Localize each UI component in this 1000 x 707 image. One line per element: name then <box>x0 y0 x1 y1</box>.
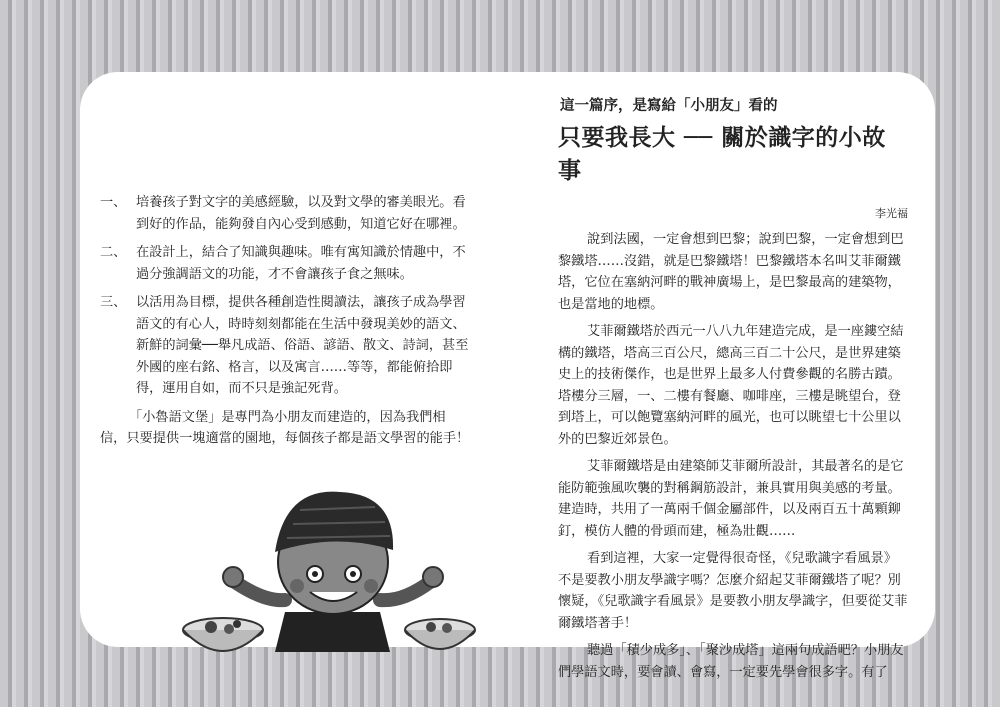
list-number: 三、 <box>100 295 127 310</box>
list-text: 以活用為目標，提供各種創造性閱讀法，讓孩子成為學習語文的有心人，時時刻刻都能在生活中發現美妙的語文、新鮮的詞彙──舉凡成語、俗語、諺語、散文、詩詞，甚至外國的座右銘、格言，以及寓言……等等，都能俯拾即得，運用自如，而不只是強記死背。 <box>136 295 469 396</box>
body-paragraph: 艾菲爾鐵塔於西元一八八九年建造完成，是一座鏤空結構的鐵塔，塔高三百公尺，總高三百二十公尺，是世界建築史上的技術傑作，也是世界上最多人付費參觀的名勝古蹟。塔樓分三層，一、二樓有餐廳、咖啡座，三樓是眺望台，登到塔上，可以飽覽塞納河畔的風光，也可以眺望七十公里以外的巴黎近郊景色。 <box>558 324 904 447</box>
preface-left-column <box>100 192 470 456</box>
list-item <box>100 292 470 400</box>
body-paragraph: 聽過「積少成多」、「聚沙成塔」這兩句成語吧？小朋友們學語文時，要會讀、會寫，一定要先學會很多字。有了 <box>558 643 904 680</box>
book-page <box>80 72 935 680</box>
body-paragraph: 艾菲爾鐵塔是由建築師艾菲爾所設計，其最著名的是它能防範強風吹襲的對稱鋼筋設計，兼具實用與美感的考量。建造時，共用了一萬兩千個金屬部件，以及兩百五十萬顆鉚釘，模仿人體的骨頭而建，極為壯觀…… <box>558 459 904 539</box>
preface-subtitle: 這一篇序，是寫給「小朋友」看的 <box>560 98 778 114</box>
list-text: 在設計上，結合了知識與趣味。唯有寓知識於情趣中，不過分強調語文的功能，才不會讓孩子食之無味。 <box>136 245 466 282</box>
author-name: 李光福 <box>875 207 908 220</box>
preface-body <box>558 229 908 683</box>
preface-right-column <box>558 94 908 689</box>
body-paragraph: 看到這裡，大家一定覺得很奇怪，《兒歌識字看風景》不是要教小朋友學識字嗎？怎麼介紹起艾菲爾鐵塔了呢？別懷疑，《兒歌識字看風景》是要教小朋友學識字，但要從艾菲爾鐵塔著手！ <box>558 551 908 631</box>
boy-with-bowls-illustration <box>175 482 475 652</box>
list-number: 二、 <box>100 245 127 260</box>
list-item <box>100 192 470 235</box>
preface-title: 只要我長大 ── 關於識字的小故事 <box>558 125 886 184</box>
body-paragraph: 說到法國，一定會想到巴黎；說到巴黎，一定會想到巴黎鐵塔……沒錯，就是巴黎鐵塔！巴黎鐵塔本名叫艾菲爾鐵塔，它位在塞納河畔的戰神廣場上，是巴黎最高的建築物，也是當地的地標。 <box>558 232 904 312</box>
list-text: 培養孩子對文字的美感經驗，以及對文學的審美眼光。看到好的作品，能夠發自內心受到感動，知道它好在哪裡。 <box>136 195 466 232</box>
closing-paragraph: 「小魯語文堡」是專門為小朋友而建造的，因為我們相信，只要提供一塊適當的園地，每個孩子都是語文學習的能手！ <box>100 409 470 446</box>
list-item <box>100 242 470 285</box>
list-number: 一、 <box>100 195 127 210</box>
